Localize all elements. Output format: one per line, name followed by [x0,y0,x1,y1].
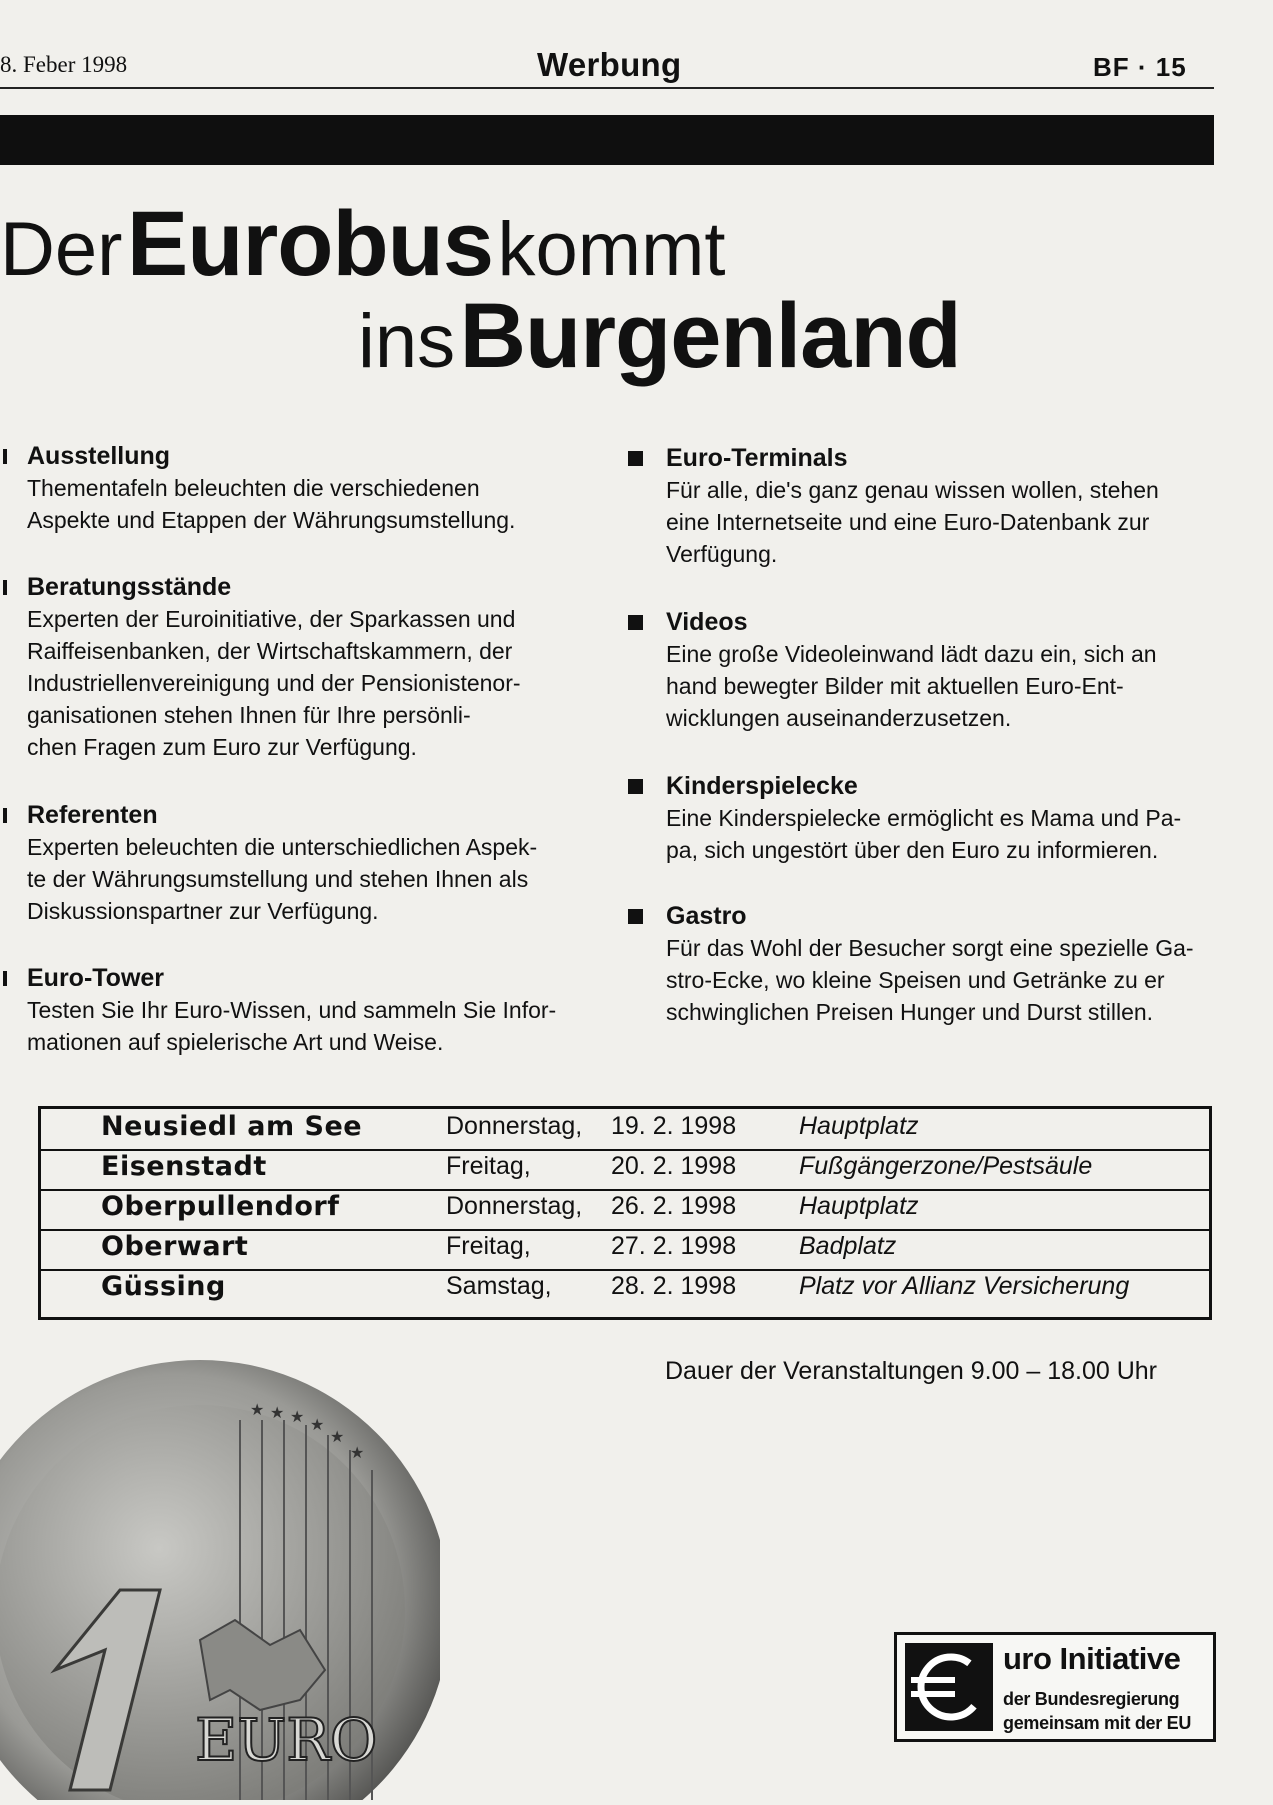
feature-gastro [666,900,1236,1028]
feature-text-line: pa, sich ungestört über den Euro zu informieren. [666,837,1159,863]
feature-text-line: Eine große Videoleinwand lädt dazu ein, sich an [666,641,1157,667]
event-duration: Dauer der Veranstaltungen 9.00 – 18.00 Uhr [665,1357,1158,1385]
headline-word: Der [0,207,123,292]
date-cell: 19. 2. 1998 [611,1112,737,1140]
bullet-icon [3,808,7,823]
town-cell: Neusiedl am See [101,1111,363,1142]
issue-date: 8. Feber 1998 [0,52,128,77]
feature-beratungsstaende [27,571,597,763]
table-row [41,1269,1209,1309]
section-label: Werbung [537,46,682,83]
feature-kinderspielecke [666,770,1236,866]
bullet-icon [628,779,643,794]
feature-text-line: Testen Sie Ihr Euro-Wissen, und sammeln Sie Infor- [27,997,557,1023]
svg-text:★: ★ [310,1415,325,1434]
feature-heading: Videos [666,608,748,636]
headline-line-2 [358,285,961,387]
feature-euro-tower [27,962,597,1058]
feature-text-line: Raiffeisenbanken, der Wirtschaftskammern, der [27,638,513,664]
bullet-icon [628,615,643,630]
feature-text-line: ganisationen stehen Ihnen für Ihre persönli- [27,702,471,728]
town-cell: Güssing [101,1271,226,1302]
headline-bold-word: Eurobus [126,193,494,295]
feature-text-line: Für alle, die's ganz genau wissen wollen, stehen [666,477,1159,503]
header-rule [0,87,1214,89]
feature-heading: Euro-Tower [27,964,165,992]
table-row [41,1229,1209,1271]
bullet-icon [3,449,7,464]
logo-wordmark: uro Initiative [1003,1641,1181,1676]
feature-text-line: Aspekte und Etappen der Währungsumstellung. [27,507,516,533]
feature-text-line: Eine Kinderspielecke ermöglicht es Mama und Pa- [666,805,1182,831]
euro-coin-image [0,1340,440,1800]
weekday-cell: Freitag, [446,1152,531,1180]
feature-text-line: stro-Ecke, wo kleine Speisen und Getränke zu er [666,967,1165,993]
headline-line-1 [0,193,726,295]
date-cell: 27. 2. 1998 [611,1232,737,1260]
page-number: BF · 15 [1093,52,1187,82]
place-cell: Badplatz [799,1232,897,1260]
bullet-icon [628,909,643,924]
feature-heading: Euro-Terminals [666,444,848,472]
feature-euro-terminals [666,442,1236,570]
feature-heading: Beratungsstände [27,573,232,601]
date-cell: 20. 2. 1998 [611,1152,737,1180]
feature-text-line: Thementafeln beleuchten die verschiedenen [27,475,480,501]
feature-text-line: Für das Wohl der Besucher sorgt eine spezielle Ga- [666,935,1194,961]
feature-text-line: mationen auf spielerische Art und Weise. [27,1029,444,1055]
feature-heading: Ausstellung [27,442,171,470]
header-black-bar [0,115,1214,165]
headline-word: ins [358,299,456,384]
euro-sign-icon [905,1643,993,1731]
weekday-cell: Donnerstag, [446,1112,583,1140]
feature-text-line: schwinglichen Preisen Hunger und Durst stillen. [666,999,1154,1025]
headline-word: kommt [497,207,726,292]
feature-text-line: te der Währungsumstellung und stehen Ihnen als [27,866,529,892]
town-cell: Eisenstadt [101,1151,267,1182]
date-cell: 28. 2. 1998 [611,1272,737,1300]
bullet-icon [3,971,7,986]
svg-text:★: ★ [290,1407,305,1426]
euro-initiative-logo [894,1632,1216,1742]
feature-heading: Kinderspielecke [666,772,858,800]
feature-text-line: chen Fragen zum Euro zur Verfügung. [27,734,417,760]
feature-referenten [27,799,597,927]
logo-subline: der Bundesregierung [1003,1689,1180,1709]
town-cell: Oberwart [101,1231,249,1262]
feature-heading: Gastro [666,902,747,930]
place-cell: Platz vor Allianz Versicherung [799,1272,1130,1300]
table-row [41,1149,1209,1191]
town-cell: Oberpullendorf [101,1191,340,1222]
schedule-table [38,1106,1212,1320]
bullet-icon [628,451,643,466]
feature-text-line: hand bewegter Bilder mit aktuellen Euro-Ent- [666,673,1124,699]
feature-text-line: Experten beleuchten die unterschiedlichen Aspek- [27,834,538,860]
place-cell: Fußgängerzone/Pestsäule [799,1152,1093,1180]
feature-text-line: Experten der Euroinitiative, der Sparkassen und [27,606,516,632]
feature-heading: Referenten [27,801,158,829]
feature-text-line: wicklungen auseinanderzusetzen. [666,705,1012,731]
feature-text-line: Verfügung. [666,541,778,567]
weekday-cell: Freitag, [446,1232,531,1260]
feature-text-line: eine Internetseite und eine Euro-Datenbank zur [666,509,1150,535]
svg-text:★: ★ [250,1400,265,1419]
weekday-cell: Samstag, [446,1272,552,1300]
place-cell: Hauptplatz [799,1112,919,1140]
logo-subline: gemeinsam mit der EU [1003,1713,1192,1733]
bullet-icon [3,580,7,595]
svg-text:★: ★ [350,1443,365,1462]
date-cell: 26. 2. 1998 [611,1192,737,1220]
feature-text-line: Diskussionspartner zur Verfügung. [27,898,379,924]
place-cell: Hauptplatz [799,1192,919,1220]
feature-text-line: Industriellenvereinigung und der Pensionistenor- [27,670,521,696]
table-row [41,1189,1209,1231]
euro-coin-icon [0,1340,440,1800]
feature-ausstellung [27,440,597,536]
feature-videos [666,606,1236,734]
coin-word: EURO [195,1706,378,1774]
svg-text:★: ★ [330,1427,345,1446]
headline-bold-word: Burgenland [459,285,961,387]
table-row [41,1109,1209,1151]
weekday-cell: Donnerstag, [446,1192,583,1220]
svg-text:★: ★ [270,1403,285,1422]
